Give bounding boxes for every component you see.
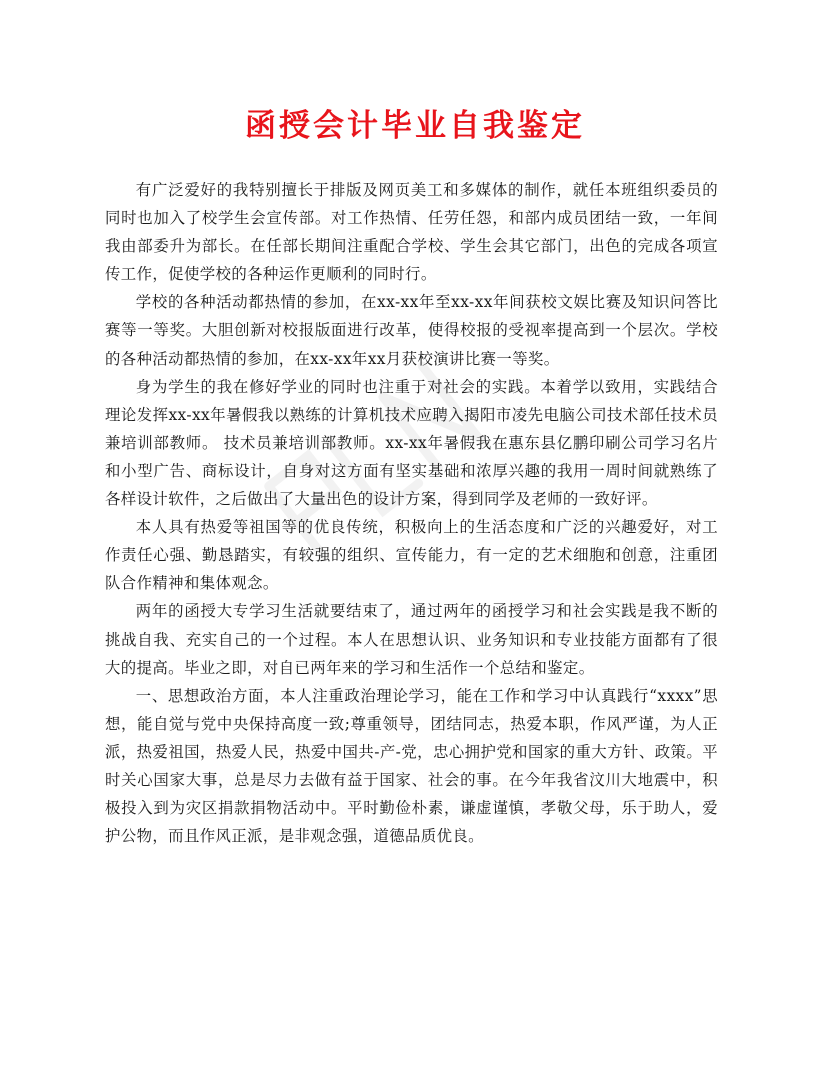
paragraph-school-activities: 学校的各种活动都热情的参加，在xx-xx年至xx-xx年间获校文娱比赛及知识问答比赛等一等奖。大胆创新对校报版面进行改革，使得校报的受视率提高到一个层次。学校的各种活动都热情的参加，在xx-xx年xx月获校演讲比赛一等奖。 xyxy=(105,293,718,368)
page-title: 函授会计毕业自我鉴定 xyxy=(245,108,585,144)
paragraph-personal-qualities: 本人具有热爱等祖国等的优良传统，积极向上的生活态度和广泛的兴趣爱好，对工作责任心强、勤恳踏实，有较强的组织、宣传能力，有一定的艺术细胞和创意，注重团队合作精神和集体观念。 xyxy=(105,518,718,593)
paragraph-publicity-work: 有广泛爱好的我特别擅长于排版及网页美工和多媒体的制作，就任本班组织委员的同时也加入了校学生会宣传部。对工作热情、任劳任怨，和部内成员团结一致，一年间我由部委升为部长。在任部长期间注重配合学校、学生会其它部门，出色的完成各项宣传工作，促使学校的各种运作更顺利的同时行。 xyxy=(105,181,718,284)
paragraph-study-summary: 两年的函授大专学习生活就要结束了，通过两年的函授学习和社会实践是我不断的挑战自我、充实自己的一个过程。本人在思想认识、业务知识和专业技能方面都有了很大的提高。毕业之即，对自已两年来的学习和生活作一个总结和鉴定。 xyxy=(105,602,718,677)
document-body xyxy=(105,176,718,850)
paragraph-social-practice: 身为学生的我在修好学业的同时也注重于对社会的实践。本着学以致用，实践结合理论发挥xx-xx年暑假我以熟练的计算机技术应聘入揭阳市凌先电脑公司技术部任技术员兼培训部教师。 技术员兼培训部教师。xx-xx年暑假我在惠东县亿鹏印刷公司学习名片和小型广告、商标设计，自身对这方面有坚实基础和浓厚兴趣的我用一周时间就熟练了各样设计软件，之后做出了大量出色的设计方案，得到同学及老师的一致好评。 xyxy=(105,377,718,509)
paragraph-political-thought: 一、思想政治方面，本人注重政治理论学习，能在工作和学习中认真践行“xxxx”思想，能自觉与党中央保持高度一致;尊重领导，团结同志，热爱本职，作风严谨，为人正派，热爱祖国，热爱人民，热爱中国共-产-党，忠心拥护党和国家的重大方针、政策。平时关心国家大事，总是尽力去做有益于国家、社会的事。在今年我省汶川大地震中，积极投入到为灾区捐款捐物活动中。平时勤俭朴素，谦虚谨慎，孝敬父母，乐于助人，爱护公物，而且作风正派，是非观念强，道德品质优良。 xyxy=(105,686,718,846)
